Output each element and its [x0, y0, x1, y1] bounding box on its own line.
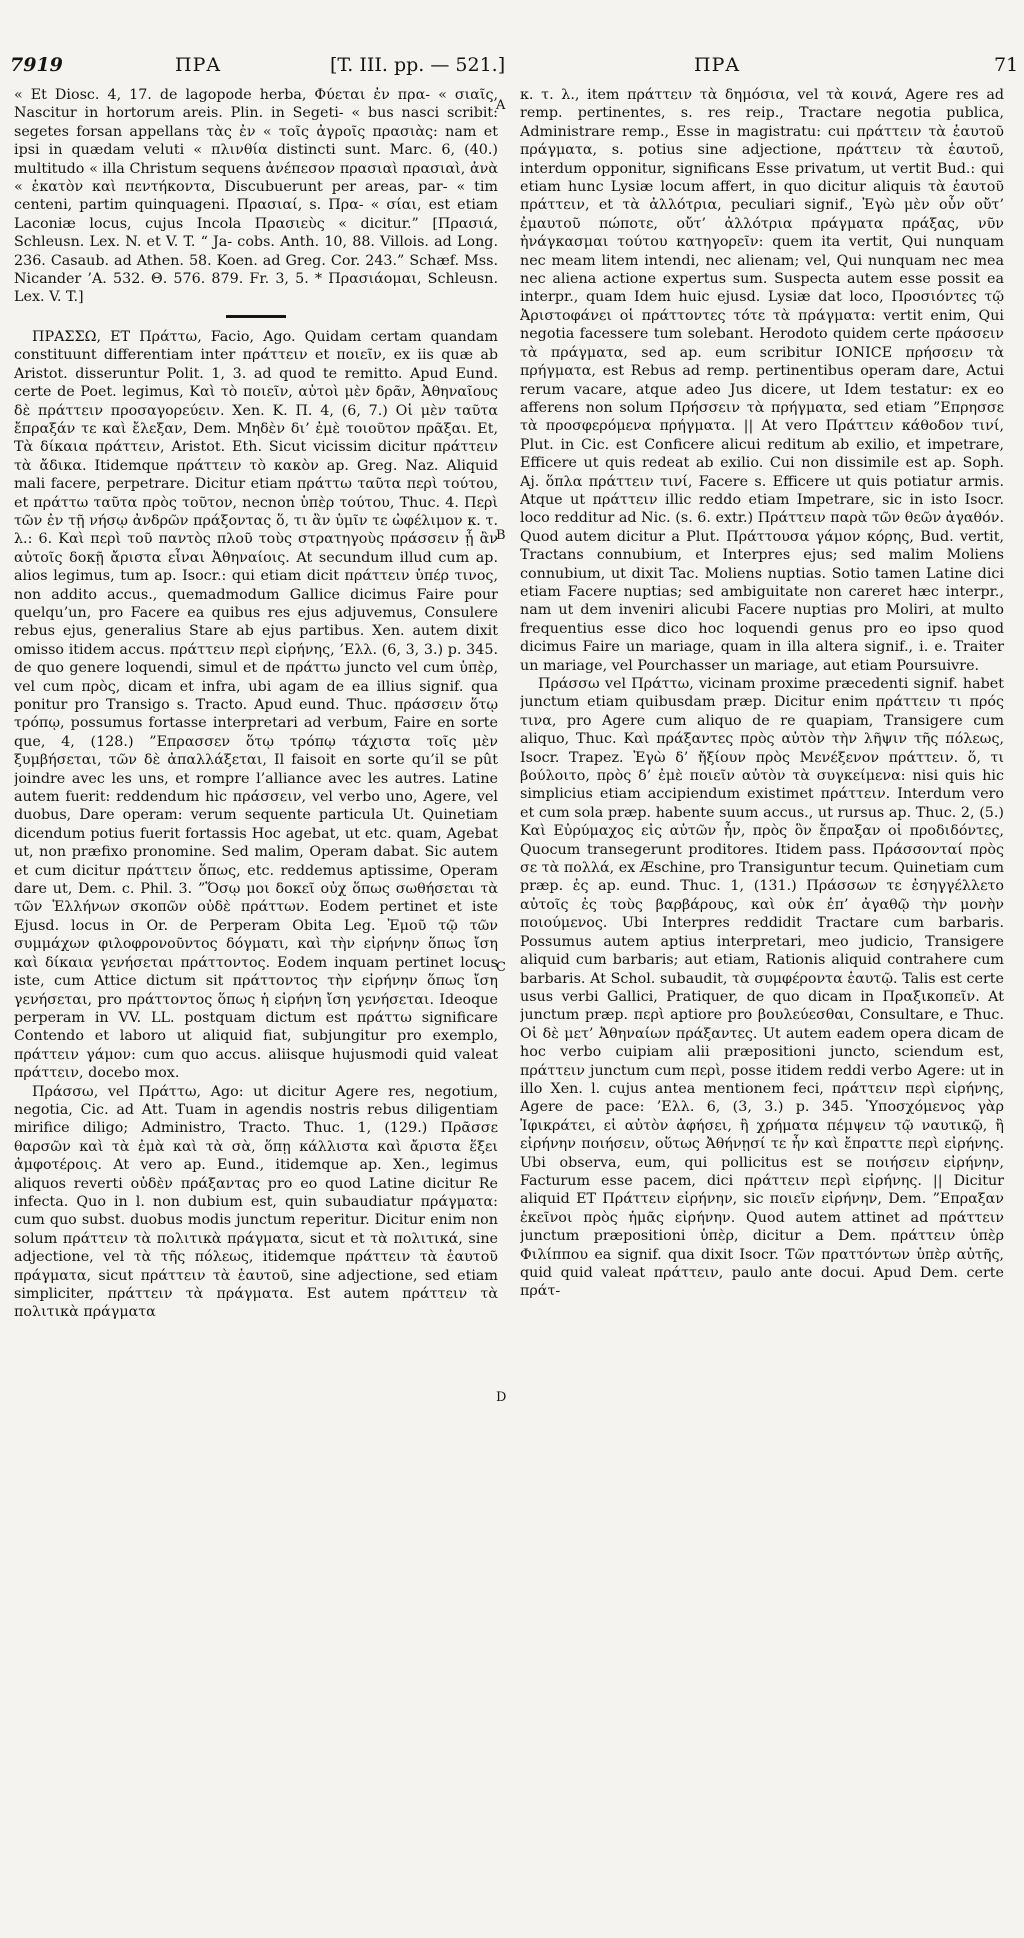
entry-separator-rule: [226, 315, 286, 318]
headword-left: ΠΡΑ: [175, 54, 222, 76]
entry-prasso-prepositions: Πράσσω vel Πράττω, vicinam proxime præcedenti signif. habet junctum etiam quibusdam præp. Dicitur enim πράττειν τι πρός τινα, pro Agere cum aliquo de re quapiam, Transigere cum aliquo, Thuc. Καὶ πράξαντες πρὸς αὐτὸν τὴν λῆψιν τῆς πόλεως, Isocr. Trapez. Ἐγὼ δ’ ἤξίουν πρὸς Μενέξενον πράττειν. ὅ, τι βούλοιτο, πρὸς δ’ ἐμὲ ποιεῖν αὐτὸν τὰ συγκείμενα: nisi quis hic simplicius etiam accipiendum existimet πράττειν. Interdum vero et cum sola præp. habente suum accus., ut rursus ap. Thuc. 2, (5.) Καὶ Εὐρύμαχος εἰς αὐτῶν ἦν, πρὸς ὃν ἔπραξαν οἱ προδιδόντες, Quocum transegerunt proditores. Itidem pass. Πράσσονταί πρὸς σε τὰ πολλά, ex Æschine, pro Transiguntur tecum. Quinetiam cum præp. ἐς ap. eund. Thuc. 1, (131.) Πράσσων τε ἐσηγγέλλετο αὐτοῖς ἐς τοὺς βαρβάρους, καὶ οὐκ ἐπ’ ἀγαθῷ τὴν μονὴν ποιούμενος. Ubi Interpres reddidit Tractare cum barbaris. Possumus autem aptius interpretari, meo judicio, Transigere aliquid cum barbaris; aut etiam, Rationis aliquid contrahere cum barbaris. At Schol. subaudit, τὰ συμφέροντα ἑαυτῷ. Talis est certe usus verbi Gallici, Pratiquer, de quo dicam in Πραξικοπεῖν. At junctum præp. περὶ aptiore pro βουλεύεσθαι, Consultare, e Thuc. Οἱ δὲ μετ’ Ἀθηναίων πράξαντες. Ut autem eadem opera dicam de hoc verbo cuipiam alii præpositioni juncto, sciendum est, πράττειν junctum cum περὶ, posse itidem reddi verbo Agere: ut in illo Xen. l. cujus antea mentionem feci, πράττειν περὶ εἰρήνης, Agere de pace: ’Ελλ. 6, (3, 3.) p. 345. Ὑποσχόμενος γὰρ Ἰφικράτει, εἰ αὐτὸν ἀφήσει, ἢ χρήματα πέμψειν τῷ ναυτικῷ, ἢ εἰρήνην ποιήσειν, οὕτως Ἀθήνῃσί τε ἦν καὶ ἔπραττε περὶ εἰρήνης. Ubi observa, eum, qui pollicitus est se ποιήσειν εἰρήνην, Facturum esse pacem, dici πράττειν περὶ εἰρήνης. || Dicitur aliquid ET Πράττειν εἰρήνην, sic ποιεῖν εἰρήνην, Dem. ”Επραξαν ἐκεῖνοι πρὸς ἡμᾶς εἰρήνην. Quod autem attinet ad πράττειν junctum præpositioni ὑπὲρ, dicitur a Dem. πράττειν ὑπὲρ Φιλίππου ea signif. qua dixit Isocr. Τῶν πραττόντων ὑπὲρ αὐτῆς, quid quid valeat πράττειν, paulo ante docui. Apud Dem. certe πράτ-: [520, 676, 1004, 1300]
text-columns: [14, 86, 1004, 1918]
entry-prasso-continuation: κ. τ. λ., item πράττειν τὰ δημόσια, vel τὰ κοινά, Agere res ad remp. pertinentes, s. res reip., Tractare negotia publica, Administrare remp., Esse in magistratu: cui πράττειν τὰ ἑαυτοῦ πράγματα, s. potius sine adjectione, πράττειν τὰ ἑαυτοῦ, interdum opponitur, significans Esse privatum, ut vertit Bud.: qui etiam hunc Lysiæ locum affert, in quo dicitur aliquis τὰ ἑαυτοῦ πράττειν, et τὰ ἀλλότρια, peculiari signif., Ἐγὼ μὲν οὖν οὔτ’ ἐμαυτοῦ πώποτε, οὔτ’ ἀλλότρια πράγματα πράξας, νῦν ἠνάγκασμαι τούτου κατηγορεῖν: quem ita vertit, Qui nunquam nec meam litem intendi, nec alienam; vel, Qui nunquam nec mea nec aliena actione expertus sum. Suspecta autem esse possit ea interpr., quam Idem huic ejusd. Lysiæ dat loco, Προσιόντες τῷ Ἀριστοφάνει οἱ πράττοντες τότε τὰ πράγματα: vertit enim, Qui negotia facessere tum solebant. Herodoto quidem certe πράσσειν τὰ πράγματα, sed ap. eum scribitur IONICE πρήσσειν τὰ πρήγματα, est Rebus ad remp. pertinentibus operam dare, Actui rerum vacare, atque adeo Jus dicere, ut Idem testatur: ex eo afferens non solum Πρήσσειν τὰ πρήγματα, sed etiam ”Επρησσε τὰ προσφερόμενα πρήγματα. || At vero Πράττειν κάθοδον τινί, Plut. in Cic. est Conficere alicui reditum ab exilio, et impetrare, Efficere ut quis redeat ab exilio. Cui non dissimile est ap. Soph. Aj. ὅπλα πράττειν τινί, Facere s. Efficere ut quis potiatur armis. Atque ut πράττειν illic reddo etiam Impetrare, sic in isto Isocr. loco redditur ad Nic. (s. 6. extr.) Πράττειν παρὰ τῶν θεῶν ἀγαθόν. Quod autem dicitur a Plut. Πράττουσα γάμον κόρης, Bud. vertit, Tractans connubium, et Interpres ejus; sed malim Moliens connubium, ut dixit Tac. Moliens nuptias. Sotio tamen Latine dici etiam Facere nuptias; sed ambiguitate non careret hæc interpr., nam ut dem inveniri alicubi Facere nuptias pro Moliri, at multo frequentius esse dico hoc loquendi genus pro eo ipso quod dicimus Faire un mariage, quam in illa altera signif., i. e. Traiter un mariage, vel Pourchasser un mariage, aut etiam Poursuivre.: [520, 87, 1004, 674]
entry-prasia-continuation: « Et Diosc. 4, 17. de lagopode herba, Φύεται ἐν πρα- « σιαῖς, Nascitur in hortorum areis. Plin. in Segeti- « bus nasci scribit: segetes forsan appellans τὰς ἐν « τοῖς ἀγροῖς πρασιὰς: nam et ipsi in quædam veluti « πλινθία distincti sunt. Marc. 6, (40.) multitudo « illa Christum sequens ἀνέπεσον πρασιαὶ πρασιαὶ, ἀνὰ « ἑκατὸν καὶ πεντήκοντα, Discubuerunt per areas, par- « tim centeni, partim quinquageni. Πρασιαί, s. Πρα- « σίαι, est etiam Laconiæ locus, cujus Incola Πρασιεὺς « dicitur.” [Πρασιά, Schleusn. Lex. N. et V. T. “ Ja- cobs. Anth. 10, 88. Villois. ad Long. 236. Casaub. ad Athen. 58. Koen. ad Greg. Cor. 243.” Schæf. Mss. Nicander ’A. 532. Θ. 576. 879. Fr. 3, 5. * Πρασιάομαι, Schleusn. Lex. V. T.]: [14, 87, 498, 306]
margin-letter-d: D: [496, 1390, 507, 1405]
entry-prasso-ago: Πράσσω, vel Πράττω, Ago: ut dicitur Agere res, negotium, negotia, Cic. ad Att. Tuam in agendis nostris rebus diligentiam mirifice diligo; Administro, Tracto. Thuc. 1, (129.) Πρᾶσσε θαρσῶν καὶ τὰ ἐμὰ καὶ τὰ σὰ, ὅπῃ κάλλιστα καὶ ἄριστα ἕξει ἀμφοτέροις. At vero ap. Eund., itidemque ap. Xen., legimus aliquos reverti οὐδὲν πράξαντας pro eo quod Latine dicitur Re infecta. Quo in l. non dubium est, quin subaudiatur πράγματα: cum quo subst. duobus modis junctum reperitur. Dicitur enim non solum πράττειν τὰ πολιτικὰ πράγματα, sicut et τὰ πολιτικά, sine adjectione, vel τὰ τῆς πόλεως, itidemque πράττειν τὰ ἑαυτοῦ πράγματα, sicut πράττειν τὰ ἑαυτοῦ, sine adjectione, sed etiam simpliciter, πράττειν τὰ πράγματα. Est autem πράττειν τὰ πολιτικὰ πράγματα: [14, 1083, 498, 1321]
page-number: 7919: [10, 54, 63, 76]
margin-letter-c: C: [496, 960, 506, 975]
left-column: [14, 86, 498, 1918]
column-number: 71: [994, 54, 1019, 76]
right-column: [520, 86, 1004, 1918]
margin-letter-a: A: [496, 98, 506, 113]
column-reference: [T. III. pp. — 521.]: [330, 54, 506, 76]
running-header: [0, 44, 1024, 82]
entry-prasso: ΠΡΑΣΣΩ, ET Πράττω, Facio, Ago. Quidam certam quandam constituunt differentiam inter πράττειν et ποιεῖν, ex iis quæ ab Aristot. disseruntur Polit. 1, 3. ad quod te remitto. Apud Eund. certe de Poet. legimus, Καὶ τὸ ποιεῖν, αὐτοὶ μὲν δρᾶν, Ἀθηναῖους δὲ πράττειν προσαγορεύειν. Xen. K. Π. 4, (6, 7.) Οἱ μὲν ταῦτα ἔπραξάν τε καὶ ἔλεξαν, Dem. Μηδὲν δι’ ἐμὲ τοιοῦτον πρᾶξαι. Et, Τὰ δίκαια πράττειν, Aristot. Eth. Sicut vicissim dicitur πράττειν τὰ ἄδικα. Itidemque πράττειν τὸ κακὸν ap. Greg. Naz. Aliquid mali facere, perpetrare. Dicitur etiam πράττω ταῦτα περὶ τούτου, et πράττω ταῦτα πρὸς τοῦτον, necnon ὑπὲρ τούτου, Thuc. 4. Περὶ τῶν ἐν τῇ νήσῳ ἀνδρῶν πράξοντας ὅ, τι ἂν ὑμῖν τε ὠφέλιμον κ. τ. λ.: 6. Καὶ περὶ τοῦ παντὸς πλοῦ τοὺς στρατηγοὺς πράσσειν ᾗ ἂν αὐτοῖς δοκῇ ἄριστα εἶναι Ἀθηναίοις. At secundum illud cum ap. alios legimus, tum ap. Isocr.: qui etiam dicit πράττειν ὑπέρ τινος, non addito accus., quemadmodum Gallice dicimus Faire pour quelqu’un, pro Facere ea quibus res ejus adjuvemus, Consulere rebus ejus, generalius Stare ab ejus partibus. Xen. autem dixit omisso itidem accus. πράττειν περὶ εἰρήνης, ’Ελλ. (6, 3, 3.) p. 345. de quo genere loquendi, simul et de πράττω juncto vel cum ὑπὲρ, vel cum πρὸς, dicam et infra, ubi agam de ea illius signif. qua ponitur pro Transigo s. Tracto. Apud eund. Thuc. πράσσειν ὅτῳ τρόπῳ, possumus fortasse interpretari ad verbum, Faire en sorte que, 4, (128.) ”Επρασσεν ὅτῳ τρόπῳ τάχιστα τοῖς μὲν ξυμβήσεται, τῶν δὲ ἀπαλλάξεται, Il faisoit en sorte qu’il se pût joindre avec les uns, et rompre l’alliance avec les autres. Latine autem fuerit: reddendum hic πράσσειν, vel verbo uno, Agere, vel duobus, Dare operam: verum sequente particula Ut. Quinetiam dicendum potius fuerit fortassis Hoc agebat, ut etc. quam, Agebat ut, non præfixo pronomine. Sed malim, Operam dabat. Sic autem et cum dicitur πράττειν ὅπως, etc. reddemus aptissime, Operam dare ut, Dem. c. Phil. 3. ”Ὅσῳ μοι δοκεῖ οὐχ ὅπως σωθήσεται τὰ τῶν Ἑλλήνων σκοπῶν οὐδὲ πράττων. Eodem pertinet et iste Ejusd. locus in Or. de Perperam Obita Leg. Ἐμοῦ τῷ τῶν συμμάχων φιλοφρονοῦντος δόγματι, καὶ τὴν εἰρήνην ὅπως ἴση καὶ δίκαια γενήσεται πράττοντος. Eodem inquam pertinet locus iste, cum Attice dictum sit πράττοντος τὴν εἰρήνην ὅπως ἴση γενήσεται, pro πράττοντος ὅπως ἡ εἰρήνη ἴση γενήσεται. Ideoque perperam in VV. LL. postquam dictum est πράττω significare Contendo et laboro ut aliquid fiat, subjungitur pro exemplo, πράττειν γάμον: cum quo accus. aliisque hujusmodi quid valeat πράττειν, docebo mox.: [14, 328, 498, 1082]
margin-letter-b: B: [496, 528, 506, 543]
headword-right: ΠΡΑ: [694, 54, 741, 76]
